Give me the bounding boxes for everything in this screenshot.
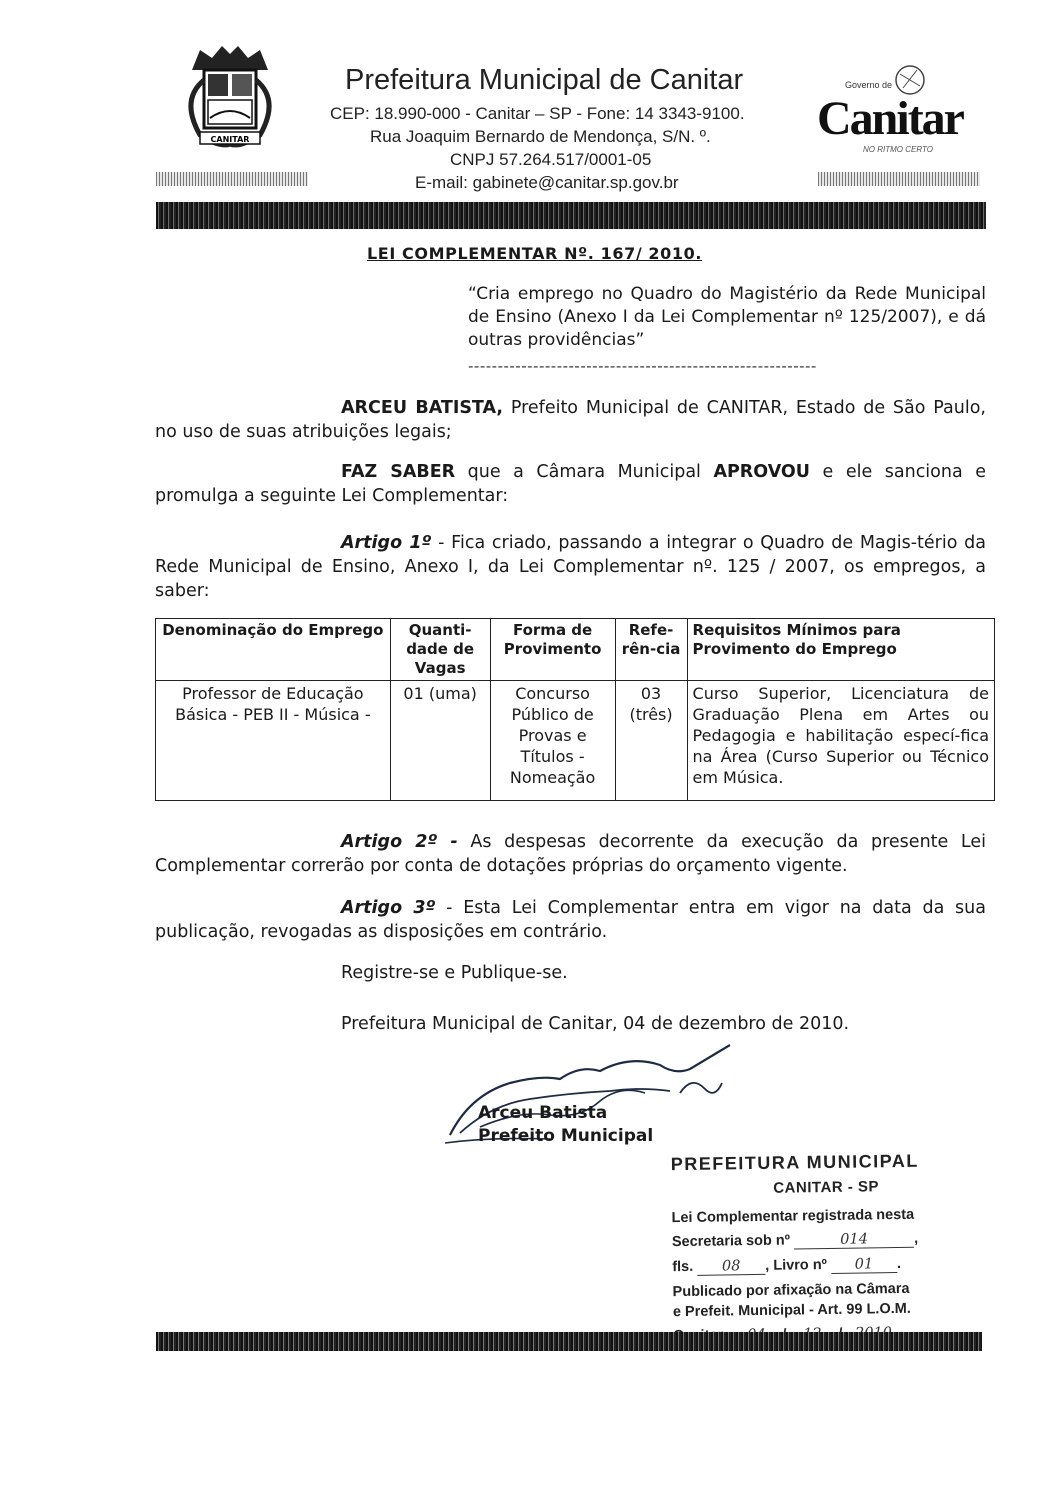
intro-text: Prefeito Municipal de CANITAR, Estado de São Paulo, no uso de suas atribuições legais; [155, 398, 986, 442]
stamp-livro-label: , Livro nº [765, 1257, 828, 1274]
stamp-fls-label: fls. [672, 1258, 694, 1276]
artigo-1-label: Artigo 1º [341, 533, 432, 553]
footer-divider-bar [156, 1332, 982, 1351]
stamp-livro-value: 01 [831, 1256, 897, 1274]
stamp-fls-line: fls. 08 , Livro nº 01 . [672, 1255, 902, 1276]
artigo-1-text: - Fica criado, passando a integrar o Quadro de Magis-tério da Rede Municipal de Ensino, Anexo I, da Lei Complementar nº. 125 / 2007, os empregos, a saber: [155, 533, 986, 601]
col-header-quantidade: Quanti-dade de Vagas [390, 619, 490, 681]
employment-table [155, 618, 995, 801]
brand-name: Canitar [817, 92, 963, 145]
header-address: Rua Joaquim Bernardo de Mendonça, S/N. º. [370, 127, 711, 146]
signature-role: Prefeito Municipal [478, 1126, 654, 1146]
artigo-3-paragraph [155, 896, 986, 944]
header-cep: CEP: 18.990-000 - Canitar – SP - Fone: 14 3343-9100. [330, 104, 745, 123]
faz-saber-lead: FAZ SABER [341, 462, 456, 482]
cell-referencia: 03 (três) [615, 681, 687, 801]
law-title: LEI COMPLEMENTAR Nº. 167/ 2010. [367, 244, 703, 263]
intro-paragraph [155, 396, 986, 444]
artigo-2-label: Artigo 2º - [341, 832, 458, 852]
faz-saber-paragraph [155, 460, 986, 508]
cell-requisitos: Curso Superior, Licenciatura de Graduação Plena em Artes ou Pedagogia e habilitação especí-fica na Área (Curso Superior ou Técnico em Música. [687, 681, 994, 801]
cell-denominacao: Professor de Educação Básica - PEB II - Música - [156, 681, 391, 801]
header-email: E-mail: gabinete@canitar.sp.gov.br [415, 173, 679, 192]
mayor-name: ARCEU BATISTA, [341, 398, 504, 418]
coat-of-arms-logo [170, 40, 290, 155]
faz-saber-rest: e ele sanciona e promulga a seguinte Lei Complementar: [155, 462, 986, 506]
coat-label: CANITAR [210, 135, 250, 144]
date-line: Prefeitura Municipal de Canitar, 04 de dezembro de 2010. [341, 1014, 850, 1034]
stamp-line-6: Publicado por afixação na Câmara [672, 1280, 910, 1301]
stamp-secretaria-line: Secretaria sob nº 014 , [671, 1230, 919, 1251]
ementa-dash-line: ----------------------------------------------------------- [468, 357, 817, 375]
artigo-1-paragraph [155, 531, 986, 603]
header-title: Prefeitura Municipal de Canitar [345, 64, 744, 96]
law-ementa: “Cria emprego no Quadro do Magistério da Rede Municipal de Ensino (Anexo I da Lei Complementar nº 125/2007), e dá outras providências” [468, 284, 986, 350]
header-cnpj: CNPJ 57.264.517/0001-05 [450, 150, 652, 169]
canitar-brand-logo [815, 62, 980, 162]
brand-slogan: NO RITMO CERTO [863, 145, 933, 154]
artigo-2-text: As despesas decorrente da execução da presente Lei Complementar correrão por conta de dotações próprias do orçamento vigente. [155, 832, 986, 876]
faz-saber-mid: que a Câmara Municipal [455, 462, 714, 482]
faz-saber-aprovou: APROVOU [713, 462, 811, 482]
brand-small-text: Governo de [845, 80, 893, 90]
artigo-3-label: Artigo 3º [341, 898, 436, 918]
stamp-fls-value: 08 [697, 1258, 765, 1276]
artigo-3-text: - Esta Lei Complementar entra em vigor na data da sua publicação, revogadas as disposições em contrário. [155, 898, 986, 942]
signature-name: Arceu Batista [478, 1103, 608, 1123]
header-divider-bar [156, 202, 986, 229]
stamp-line-2: CANITAR - SP [773, 1178, 880, 1197]
decorative-bar-right [818, 172, 980, 186]
stamp-line-3: Lei Complementar registrada nesta [671, 1206, 915, 1227]
stamp-line-7: e Prefeit. Municipal - Art. 99 L.O.M. [672, 1300, 911, 1321]
col-header-forma: Forma de Provimento [490, 619, 615, 681]
table-row [156, 681, 995, 801]
table-header-row [156, 619, 995, 681]
stamp-line-1: PREFEITURA MUNICIPAL [670, 1150, 919, 1175]
artigo-2-paragraph [155, 830, 986, 878]
stamp-secretaria-label: Secretaria sob nº [671, 1232, 791, 1251]
registration-stamp [671, 1150, 984, 1345]
col-header-denominacao: Denominação do Emprego [156, 619, 391, 681]
registre-line: Registre-se e Publique-se. [341, 963, 568, 983]
cell-quantidade: 01 (uma) [390, 681, 490, 801]
col-header-requisitos: Requisitos Mínimos para Provimento do Emprego [687, 619, 994, 681]
stamp-secretaria-value: 014 [794, 1231, 914, 1250]
cell-forma: Concurso Público de Provas e Títulos - Nomeação [490, 681, 615, 801]
col-header-referencia: Refe-rên-cia [615, 619, 687, 681]
decorative-bar-left [156, 172, 308, 186]
